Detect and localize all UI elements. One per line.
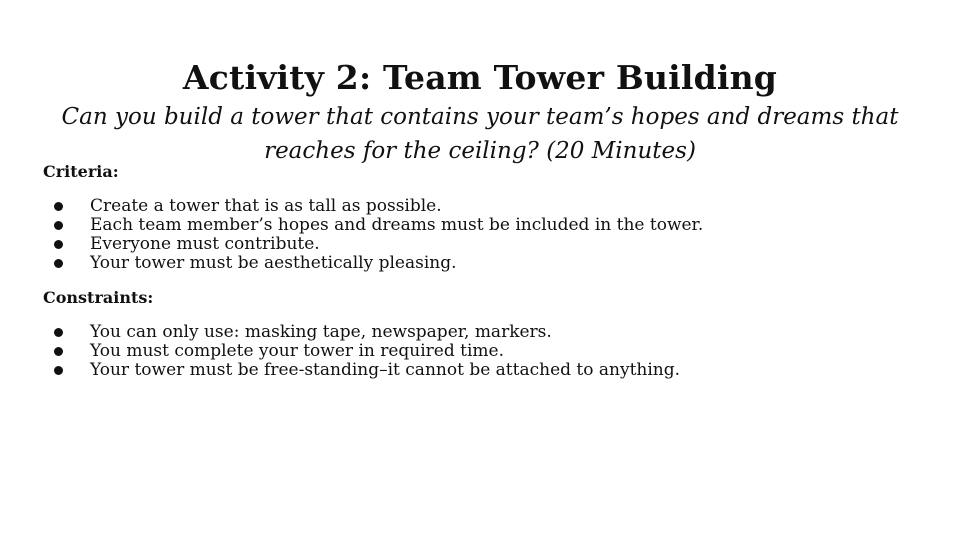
criteria-item-text: Each team member’s hopes and dreams must be included in the tower. [90, 215, 704, 235]
constraints-item [43, 361, 923, 380]
criteria-item [43, 197, 923, 216]
criteria-item [43, 216, 923, 235]
constraints-item-text: Your tower must be free-standing–it cannot be attached to anything. [90, 360, 681, 380]
constraints-list [43, 323, 923, 380]
slide-subtitle: Can you build a tower that contains your team’s hopes and dreams that reaches for the ceiling? (20 Minutes) [61, 104, 899, 164]
criteria-item-text: Create a tower that is as tall as possible. [90, 196, 442, 216]
criteria-item [43, 235, 923, 254]
bullet-icon [54, 202, 63, 211]
criteria-item [43, 254, 923, 273]
constraints-item-text: You can only use: masking tape, newspaper, markers. [90, 322, 552, 342]
bullet-icon [54, 259, 63, 268]
constraints-heading: Constraints: [43, 288, 154, 307]
constraints-item [43, 323, 923, 342]
criteria-list [43, 197, 923, 273]
constraints-item [43, 342, 923, 361]
slide-title: Activity 2: Team Tower Building [182, 58, 778, 97]
bullet-icon [54, 221, 63, 230]
constraints-item-text: You must complete your tower in required time. [90, 341, 505, 361]
bullet-icon [54, 366, 63, 375]
criteria-item-text: Everyone must contribute. [90, 234, 320, 254]
bullet-icon [54, 347, 63, 356]
bullet-icon [54, 240, 63, 249]
criteria-item-text: Your tower must be aesthetically pleasing. [90, 253, 457, 273]
criteria-heading: Criteria: [43, 162, 119, 181]
bullet-icon [54, 328, 63, 337]
